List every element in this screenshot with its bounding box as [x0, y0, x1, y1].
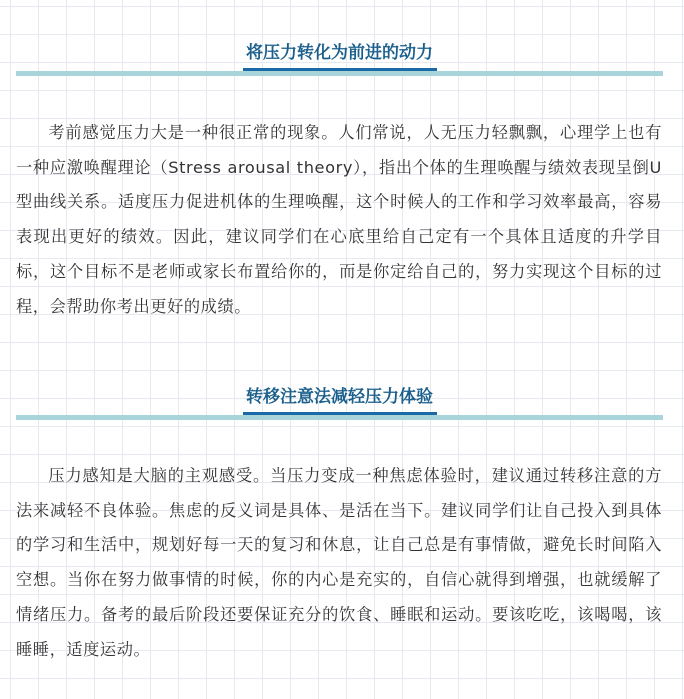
section-paragraph-1: 考前感觉压力大是一种很正常的现象。人们常说，人无压力轻飘飘，心理学上也有一种应激唤醒理论（Stress arousal theory），指出个体的生理唤醒与绩效表现呈倒U型曲线关系。适度压力促进机体的生理唤醒，这个时候人的工作和学习效率最高，容易表现出更好的绩效。因此，建议同学们在心底里给自己定有一个具体且适度的升学目标，这个目标不是老师或家长布置给你的，而是你定给自己的，努力实现这个目标的过程，会帮助你考出更好的成绩。 [16, 123, 662, 316]
section-divider [16, 71, 663, 76]
section-heading-2 [16, 382, 663, 422]
section-heading-1 [16, 38, 663, 78]
section-divider [16, 415, 663, 420]
section-title: 转移注意法减轻压力体验 [246, 387, 433, 407]
section-paragraph-2: 压力感知是大脑的主观感受。当压力变成一种焦虑体验时，建议通过转移注意的方法来减轻不良体验。焦虑的反义词是具体、是活在当下。建议同学们让自己投入到具体的学习和生活中，规划好每一天的复习和休息，让自己总是有事情做，避免长时间陷入空想。当你在努力做事情的时候，你的内心是充实的，自信心就得到增强，也就缓解了情绪压力。备考的最后阶段还要保证充分的饮食、睡眠和运动。要该吃吃，该喝喝，该睡睡，适度运动。 [16, 466, 662, 659]
section-title: 将压力转化为前进的动力 [246, 43, 433, 63]
